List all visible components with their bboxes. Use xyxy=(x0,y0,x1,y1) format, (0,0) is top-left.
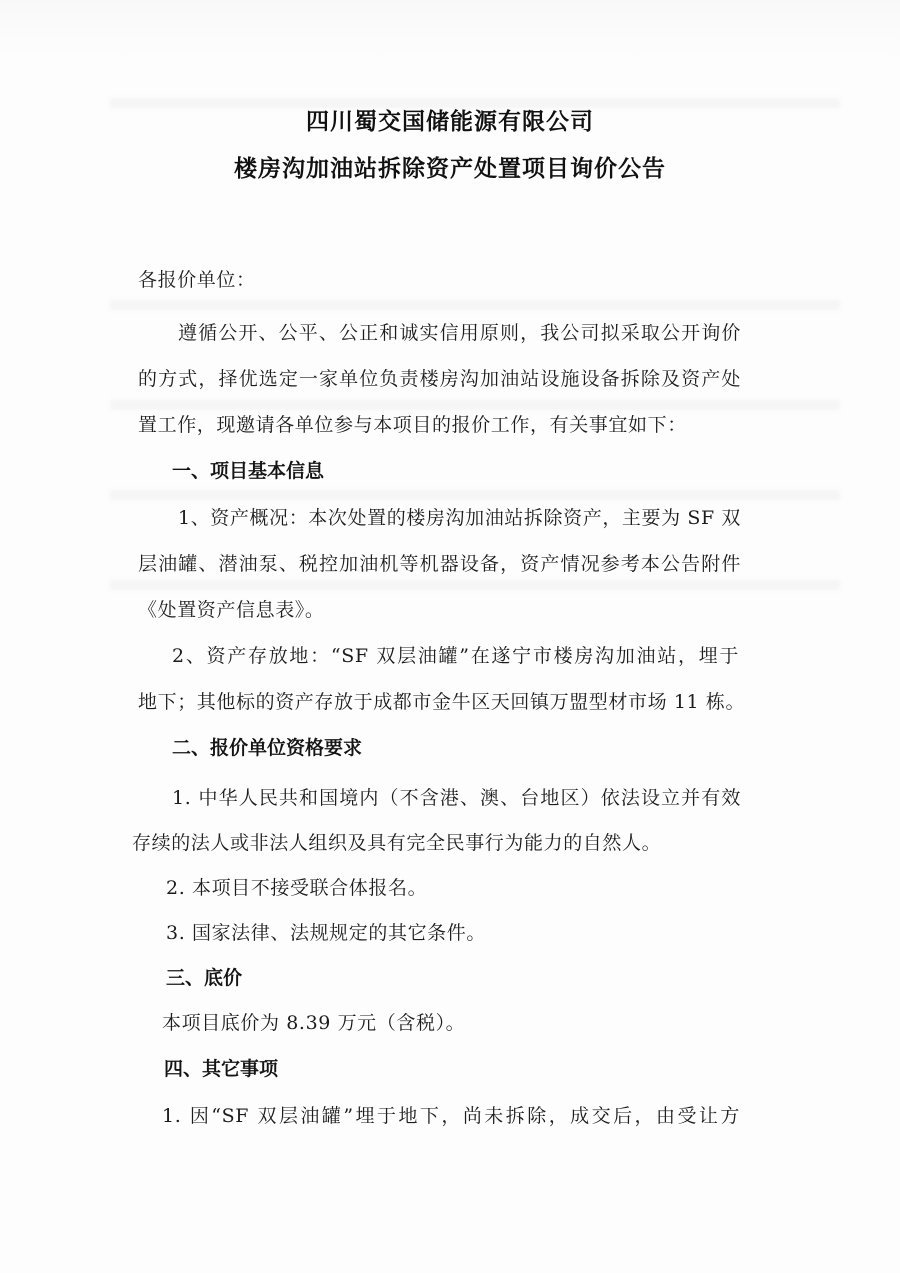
section-heading-reserve-price: 三、底价 xyxy=(166,967,243,989)
qualification-item-line: 1. 中华人民共和国境内（不含港、澳、台地区）依法设立并有效 xyxy=(172,787,741,809)
reserve-price-text: 本项目底价为 8.39 万元（含税）。 xyxy=(162,1012,466,1034)
document-title-company: 四川蜀交国储能源有限公司 xyxy=(306,109,594,135)
intro-paragraph-line: 置工作，现邀请各单位参与本项目的报价工作，有关事宜如下： xyxy=(138,414,687,436)
intro-paragraph-line: 的方式，择优选定一家单位负责楼房沟加油站设施设备拆除及资产处 xyxy=(138,368,741,390)
asset-overview-line: 1、资产概况：本次处置的楼房沟加油站拆除资产，主要为 SF 双 xyxy=(178,507,741,529)
asset-overview-line: 《处置资产信息表》。 xyxy=(138,599,325,621)
salutation: 各报价单位： xyxy=(138,269,256,291)
asset-location-line: 2、资产存放地：“SF 双层油罐”在遂宁市楼房沟加油站，埋于 xyxy=(172,645,739,667)
asset-location-line: 地下；其他标的资产存放于成都市金牛区天回镇万盟型材市场 11 栋。 xyxy=(138,691,746,713)
asset-overview-line: 层油罐、潜油泵、税控加油机等机器设备，资产情况参考本公告附件 xyxy=(138,553,741,575)
scan-bleed-through xyxy=(110,400,840,410)
scan-bleed-through xyxy=(110,490,840,500)
intro-paragraph-line: 遵循公开、公平、公正和诚实信用原则，我公司拟采取公开询价 xyxy=(178,322,741,344)
other-matters-item-line: 1. 因“SF 双层油罐”埋于地下，尚未拆除，成交后，由受让方 xyxy=(162,1105,740,1127)
qualification-item-line: 存续的法人或非法人组织及具有完全民事行为能力的自然人。 xyxy=(132,832,662,854)
section-heading-qualifications: 二、报价单位资格要求 xyxy=(172,737,363,759)
section-heading-other-matters: 四、其它事项 xyxy=(164,1058,279,1080)
section-heading-project-info: 一、项目基本信息 xyxy=(172,460,325,482)
qualification-item: 3. 国家法律、法规规定的其它条件。 xyxy=(166,922,486,944)
scan-bleed-through xyxy=(110,300,840,310)
scan-bleed-through xyxy=(110,580,840,590)
qualification-item: 2. 本项目不接受联合体报名。 xyxy=(166,877,428,899)
document-title-subject: 楼房沟加油站拆除资产处置项目询价公告 xyxy=(234,156,666,182)
